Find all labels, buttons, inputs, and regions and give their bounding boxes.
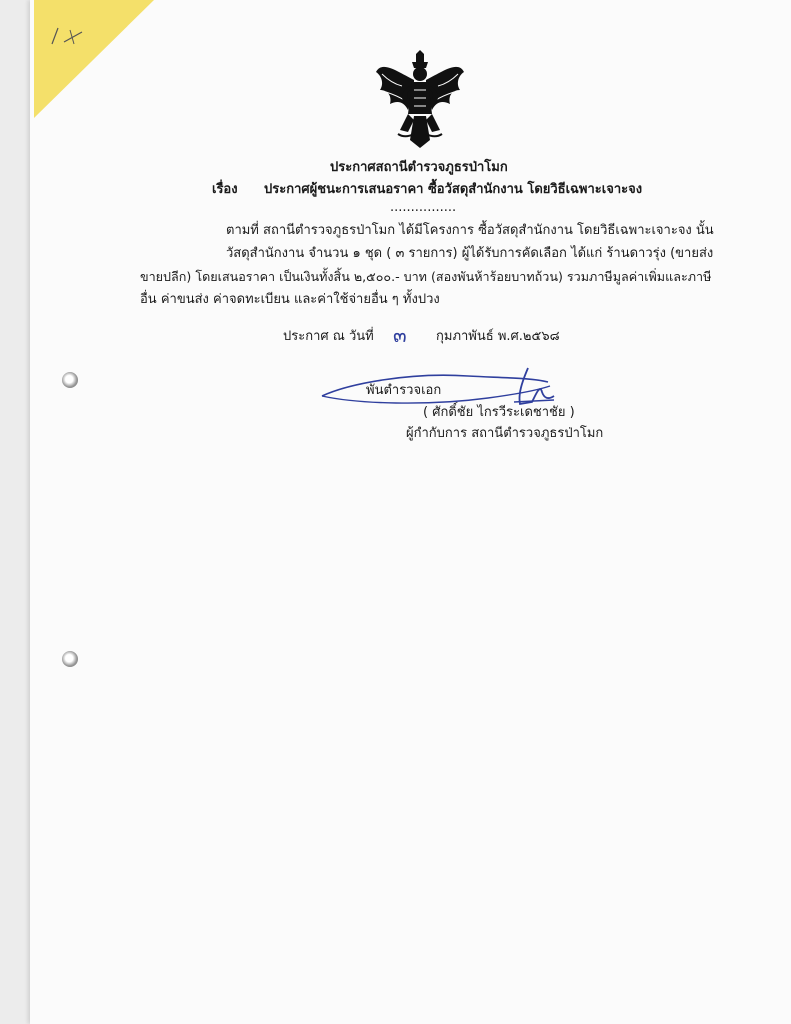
- garuda-emblem-icon: [374, 50, 466, 150]
- signatory-name: ( ศักดิ์ชัย ไกรวีระเดชาชัย ): [423, 405, 575, 420]
- body-line-3: ขายปลีก) โดยเสนอราคา เป็นเงินทั้งสิ้น ๒,๕๐๐.- บาท (สองพันห้าร้อยบาทถ้วน) รวมภาษีมูลค่าเพิ่มและภาษี: [140, 269, 712, 284]
- date-prefix: ประกาศ ณ วันที่: [283, 329, 374, 344]
- signatory-rank: พันตำรวจเอก: [366, 383, 442, 398]
- date-month-year: กุมภาพันธ์ พ.ศ.๒๕๖๘: [436, 329, 560, 344]
- document-page: [30, 0, 791, 1024]
- date-day-handwritten: ๓: [393, 323, 407, 347]
- body-line-4: อื่น ค่าขนส่ง ค่าจดทะเบียน และค่าใช้จ่ายอื่น ๆ ทั้งปวง: [140, 292, 440, 307]
- signatory-position: ผู้กำกับการ สถานีตำรวจภูธรป่าโมก: [406, 426, 604, 441]
- announcement-title: ประกาศสถานีตำรวจภูธรป่าโมก: [330, 160, 508, 175]
- punch-hole-top: [62, 372, 78, 388]
- subject-label: เรื่อง: [212, 182, 238, 197]
- punch-hole-bottom: [62, 651, 78, 667]
- pencil-mark-icon: [48, 24, 88, 48]
- body-line-1: ตามที่ สถานีตำรวจภูธรป่าโมก ได้มีโครงการ ซื้อวัสดุสำนักงาน โดยวิธีเฉพาะเจาะจง นั้น: [226, 223, 714, 238]
- subject-text: ประกาศผู้ชนะการเสนอราคา ซื้อวัสดุสำนักงาน โดยวิธีเฉพาะเจาะจง: [264, 182, 643, 197]
- body-line-2: วัสดุสำนักงาน จำนวน ๑ ชุด ( ๓ รายการ) ผู้ได้รับการคัดเลือก ได้แก่ ร้านดาวรุ่ง (ขายส่ง: [226, 246, 714, 261]
- divider-dots: ................: [390, 200, 457, 215]
